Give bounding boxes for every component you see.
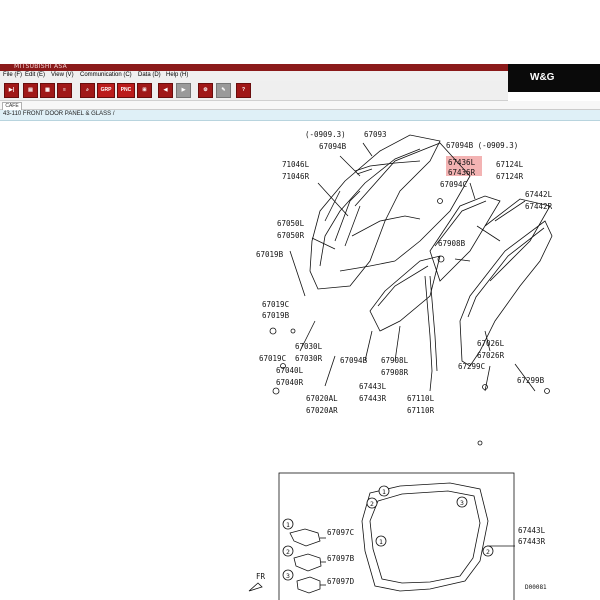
part-label[interactable]: 67443L — [359, 382, 387, 391]
menu-help[interactable]: Help (H) — [166, 72, 189, 78]
part-label[interactable]: 67019B — [256, 250, 284, 259]
print-setup-button[interactable] — [40, 83, 55, 98]
part-label[interactable]: 67040R — [276, 378, 304, 387]
callout-3b: 3 — [286, 572, 290, 580]
part-label[interactable]: 67050R — [277, 231, 305, 240]
menu-view[interactable]: View (V) — [51, 72, 74, 78]
part-label[interactable]: 67093 — [364, 130, 387, 139]
part-label[interactable]: 67030R — [295, 354, 323, 363]
part-label[interactable]: 67908B — [438, 239, 466, 248]
part-label[interactable]: 67097C — [327, 528, 355, 537]
part-label[interactable]: 71046L — [282, 160, 310, 169]
part-labels — [256, 130, 553, 591]
back-icon: ◀ — [163, 87, 168, 93]
part-label[interactable]: 67110L — [407, 394, 435, 403]
help-icon: ? — [241, 87, 246, 93]
fr-label: FR — [256, 572, 266, 581]
grid-icon: ⊞ — [142, 87, 147, 93]
part-label-highlighted[interactable]: 67436L — [448, 158, 476, 167]
tools-button[interactable] — [198, 83, 213, 98]
part-label[interactable]: 67097D — [327, 577, 355, 586]
window-title: MITSUBISHI ASA — [14, 63, 68, 70]
app-window — [0, 63, 600, 591]
part-label[interactable]: 67019C — [262, 300, 290, 309]
title-bar — [0, 64, 508, 71]
part-label[interactable]: 67019B — [262, 311, 290, 320]
help-button[interactable] — [236, 83, 251, 98]
list-button[interactable] — [57, 83, 72, 98]
part-label[interactable]: 67094B (-0909.3) — [446, 141, 519, 150]
clip-b-drawing — [294, 554, 321, 571]
part-label[interactable]: 67443R — [359, 394, 387, 403]
menu-data[interactable]: Data (D) — [138, 72, 161, 78]
callout-3: 3 — [460, 499, 464, 507]
part-label[interactable]: 67026R — [477, 351, 505, 360]
breadcrumb-text: 43-110 FRONT DOOR PANEL & GLASS / — [3, 111, 115, 117]
breadcrumb — [0, 110, 600, 121]
part-label[interactable]: 67094B — [319, 142, 347, 151]
part-label[interactable]: 67030L — [295, 342, 323, 351]
part-label[interactable]: 67094C — [440, 180, 468, 189]
menu-communication[interactable]: Communication (C) — [80, 72, 132, 78]
callout-2b: 2 — [286, 548, 290, 556]
exit-button[interactable] — [4, 83, 19, 98]
hint-button[interactable] — [216, 83, 231, 98]
callout-1b: 1 — [286, 521, 290, 529]
callout-2c: 2 — [486, 548, 490, 556]
list-icon: ≡ — [63, 87, 66, 93]
diagram-code: D00081 — [525, 584, 547, 591]
forward-icon: ▶ — [181, 87, 186, 93]
part-label-highlighted[interactable]: 67436R — [448, 168, 476, 177]
part-label[interactable]: 67124L — [496, 160, 524, 169]
brand-text: W&G — [530, 72, 555, 83]
print-setup-icon: ▦ — [45, 87, 50, 93]
part-label[interactable]: (-0909.3) — [305, 130, 346, 139]
tab-bar — [0, 101, 600, 110]
part-label[interactable]: 67020AR — [306, 406, 338, 415]
grid-button[interactable] — [137, 83, 152, 98]
pnc-icon: PNC — [120, 87, 132, 93]
part-label[interactable]: 67299B — [517, 376, 545, 385]
menu-file[interactable]: File (F) — [3, 72, 22, 78]
brand-logo — [508, 64, 600, 92]
search-icon: ⌕ — [86, 87, 89, 93]
detail-frame — [279, 473, 514, 600]
toolbar — [0, 81, 508, 101]
part-label[interactable]: 67110R — [407, 406, 435, 415]
part-label[interactable]: 67908L — [381, 356, 409, 365]
fr-arrow-icon — [249, 583, 262, 591]
part-label[interactable]: 67020AL — [306, 394, 338, 403]
part-label[interactable]: 67442L — [525, 190, 553, 199]
part-label[interactable]: 67443R — [518, 537, 546, 546]
part-label[interactable]: 67040L — [276, 366, 304, 375]
print-icon: ▤ — [28, 87, 33, 93]
forward-button[interactable] — [176, 83, 191, 98]
part-label[interactable]: 71046R — [282, 172, 310, 181]
tab-cafe[interactable]: CAFE — [2, 102, 22, 110]
part-label[interactable]: 67050L — [277, 219, 305, 228]
part-label[interactable]: 67443L — [518, 526, 546, 535]
parts-diagram — [0, 121, 600, 591]
part-label[interactable]: 67908R — [381, 368, 409, 377]
menu-edit[interactable]: Edit (E) — [25, 72, 46, 78]
part-label[interactable]: 67299C — [458, 362, 486, 371]
print-button[interactable] — [23, 83, 38, 98]
part-label[interactable]: 67442R — [525, 202, 553, 211]
part-label[interactable]: 67097B — [327, 554, 355, 563]
search-button[interactable] — [80, 83, 95, 98]
hint-icon: ✎ — [221, 87, 226, 93]
part-label[interactable]: 67094B — [340, 356, 368, 365]
callout-1: 1 — [382, 488, 386, 496]
parts-diagram-svg — [0, 121, 600, 591]
clip-d-drawing — [297, 577, 320, 593]
callout-2: 2 — [370, 500, 374, 508]
grp-button[interactable] — [97, 83, 115, 98]
clip-c-drawing — [290, 529, 320, 546]
part-label[interactable]: 67124R — [496, 172, 524, 181]
part-label[interactable]: 67019C — [259, 354, 287, 363]
menu-bar — [0, 71, 508, 81]
pnc-button[interactable] — [117, 83, 135, 98]
tools-icon: ⚙ — [203, 87, 208, 93]
callout-1c: 1 — [379, 538, 383, 546]
exit-icon: ▶| — [8, 87, 15, 93]
callout-numbers — [286, 488, 490, 580]
back-button[interactable] — [158, 83, 173, 98]
part-label[interactable]: 67026L — [477, 339, 505, 348]
group-icon: GRP — [100, 87, 112, 93]
